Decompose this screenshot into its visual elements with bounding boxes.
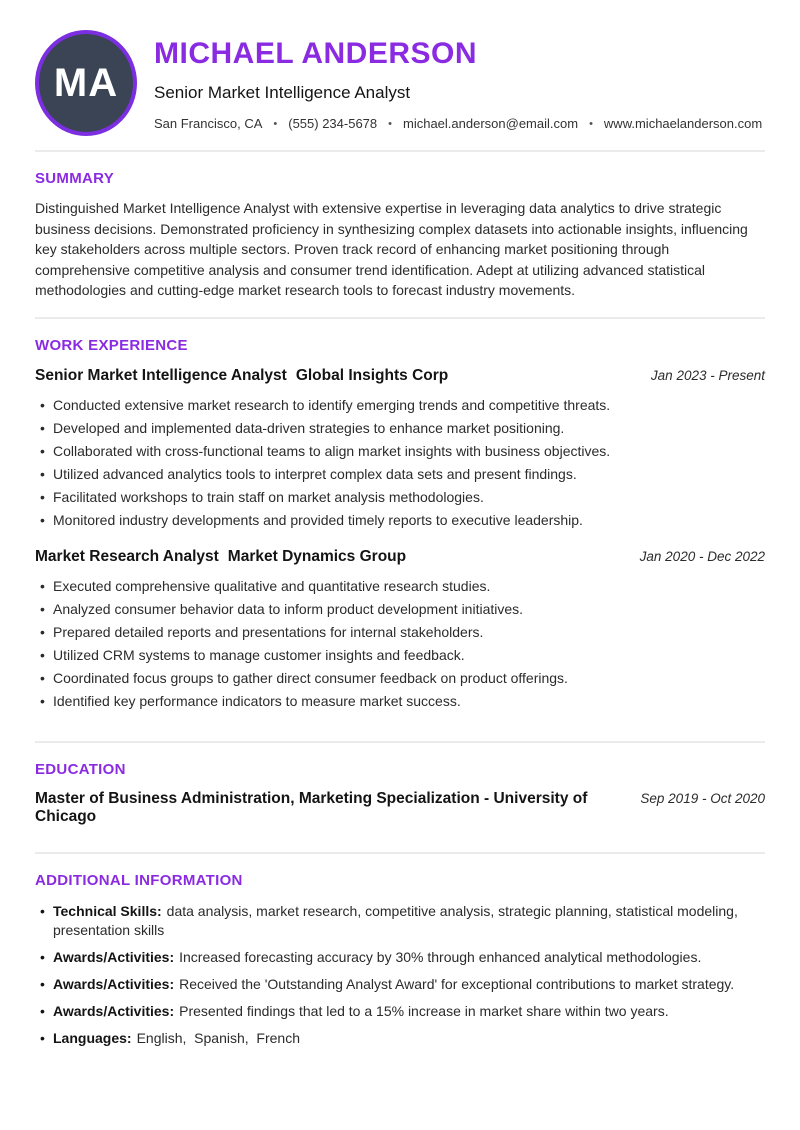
contact-phone: (555) 234-5678 — [288, 116, 378, 131]
divider — [35, 150, 765, 152]
additional-info-item — [35, 1029, 765, 1048]
job-title: Senior Market Intelligence Analyst — [35, 366, 287, 384]
candidate-name: MICHAEL ANDERSON — [154, 37, 478, 70]
job-dates: Jan 2020 - Dec 2022 — [639, 548, 765, 564]
job-bullet: • Utilized CRM systems to manage customer insights and feedback. — [35, 645, 765, 665]
additional-info-item — [35, 975, 765, 994]
job-bullet-list — [35, 395, 765, 530]
additional-info-heading: ADDITIONAL INFORMATION — [35, 872, 243, 890]
job-bullet: • Collaborated with cross-functional teams to align market insights with business objectives. — [35, 441, 765, 461]
info-label: Languages: — [53, 1029, 132, 1046]
contact-location: San Francisco, CA — [154, 116, 263, 131]
summary-text: Distinguished Market Intelligence Analyst with extensive expertise in leveraging data analytics to drive strategic business decisions. Demonstrated proficiency in synthesizing complex datasets into actionable insights, influencing key stakeholders across multiple sectors. Proven track record of enhancing market positioning through comprehensive competitive analysis and consumer trend identification. Adept at utilizing advanced statistical methodologies and cutting-edge market research tools to forecast industry movements. — [35, 200, 748, 299]
job-title-company — [35, 548, 406, 566]
additional-info-list — [35, 902, 765, 1047]
dot-separator-icon: • — [273, 117, 278, 130]
job-bullet: • Monitored industry developments and provided timely reports to executive leadership. — [35, 510, 765, 530]
additional-info-item — [35, 948, 765, 967]
contact-website: www.michaelanderson.com — [603, 116, 763, 131]
info-text: data analysis, market research, competitive analysis, strategic planning, statistical modeling, presentation skills — [53, 903, 742, 938]
job-company: Global Insights Corp — [295, 366, 449, 384]
job-title: Market Research Analyst — [35, 547, 219, 565]
info-text: Presented findings that led to a 15% increase in market share within two years. — [179, 1002, 669, 1019]
education-heading: EDUCATION — [35, 761, 126, 779]
divider — [35, 317, 765, 319]
candidate-title: Senior Market Intelligence Analyst — [154, 83, 411, 102]
job-entry — [35, 367, 765, 530]
avatar-initials: MA — [53, 60, 119, 105]
info-text: Received the 'Outstanding Analyst Award' for exceptional contributions to market strategy. — [179, 975, 735, 992]
job-company: Market Dynamics Group — [227, 547, 407, 565]
job-bullet: • Analyzed consumer behavior data to inform product development initiatives. — [35, 599, 765, 619]
contact-email: michael.anderson@email.com — [403, 116, 579, 131]
job-bullet: • Coordinated focus groups to gather direct consumer feedback on product offerings. — [35, 668, 765, 688]
additional-info-item — [35, 1002, 765, 1021]
job-header-row — [35, 367, 765, 385]
contact-row — [154, 116, 762, 131]
job-bullet: • Conducted extensive market research to identify emerging trends and competitive threats. — [35, 395, 765, 415]
job-dates: Jan 2023 - Present — [650, 367, 765, 383]
info-text: Increased forecasting accuracy by 30% through enhanced analytical methodologies. — [179, 948, 702, 965]
additional-info-item — [35, 902, 765, 940]
job-bullet: • Executed comprehensive qualitative and quantitative research studies. — [35, 576, 765, 596]
job-bullet: • Utilized advanced analytics tools to interpret complex data sets and present findings. — [35, 464, 765, 484]
job-bullet: • Facilitated workshops to train staff on market analysis methodologies. — [35, 487, 765, 507]
dot-separator-icon: • — [388, 117, 392, 130]
info-text: English, Spanish, French — [136, 1029, 300, 1046]
info-label: Awards/Activities: — [53, 948, 175, 965]
education-degree: Master of Business Administration, Marketing Specialization - University of Chicago — [35, 790, 588, 826]
job-bullet: • Developed and implemented data-driven strategies to enhance market positioning. — [35, 418, 765, 438]
job-entry — [35, 548, 765, 711]
dot-separator-icon: • — [589, 117, 593, 130]
divider — [35, 852, 765, 854]
summary-heading: SUMMARY — [35, 170, 115, 187]
avatar — [35, 30, 137, 136]
header-text — [154, 35, 762, 131]
divider — [35, 741, 765, 743]
job-bullet-list — [35, 576, 765, 711]
education-entry — [35, 790, 765, 826]
info-label: Awards/Activities: — [53, 975, 175, 992]
resume-header — [35, 30, 765, 136]
job-bullet: • Identified key performance indicators to measure market success. — [35, 691, 765, 711]
info-label: Technical Skills: — [53, 903, 162, 920]
education-dates: Sep 2019 - Oct 2020 — [640, 791, 765, 807]
info-label: Awards/Activities: — [53, 1002, 175, 1019]
job-bullet: • Prepared detailed reports and presentations for internal stakeholders. — [35, 622, 765, 642]
job-title-company — [35, 367, 448, 385]
job-header-row — [35, 548, 765, 566]
work-experience-heading: WORK EXPERIENCE — [35, 336, 188, 354]
